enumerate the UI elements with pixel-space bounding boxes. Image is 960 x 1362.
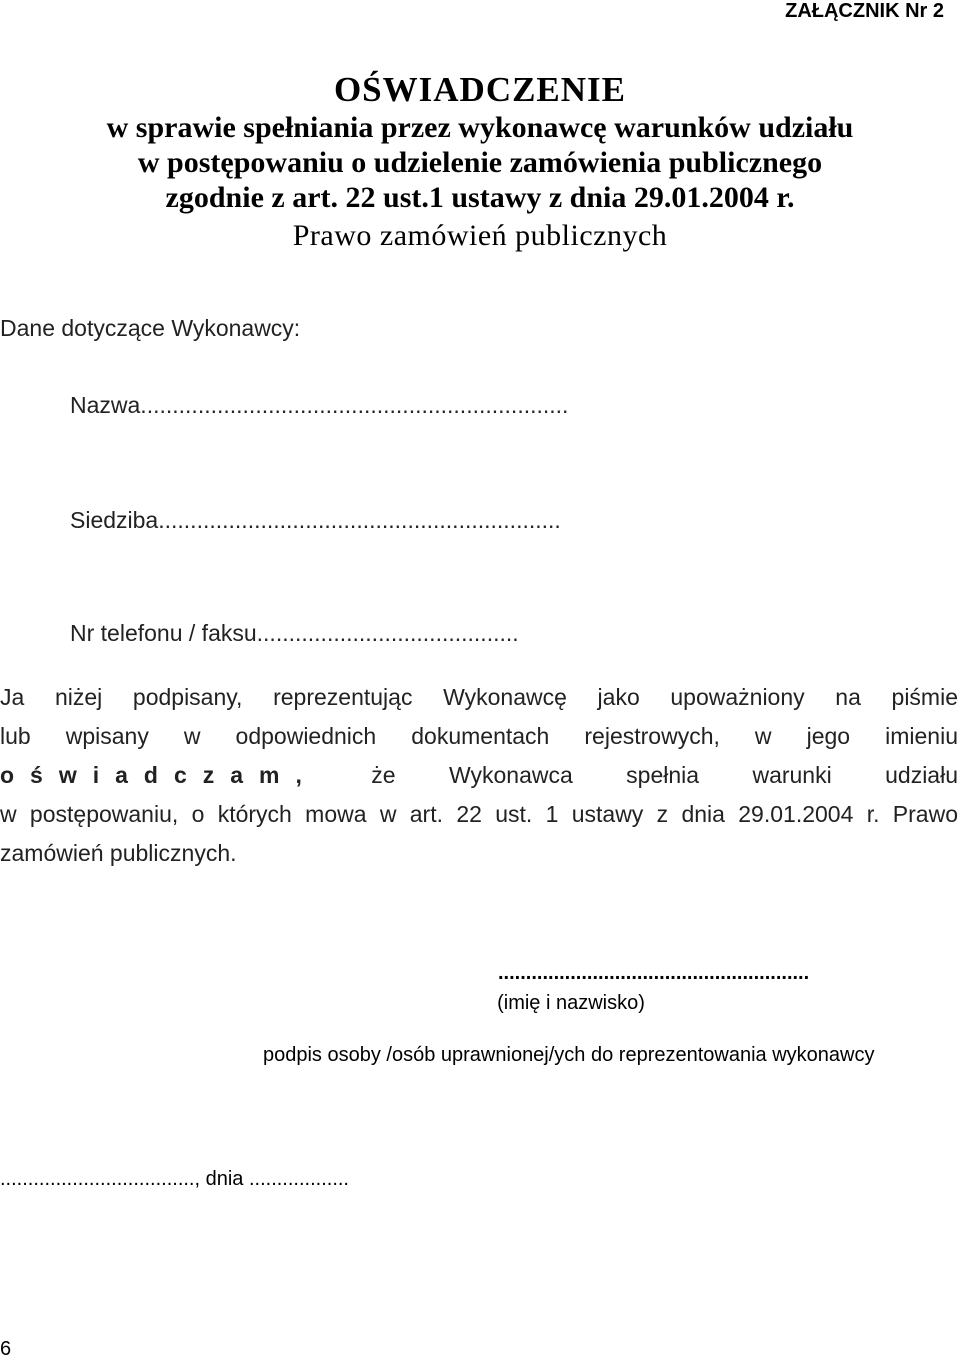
signature-name-caption: (imię i nazwisko) [497, 992, 645, 1014]
title-line-2: w postępowaniu o udzielenie zamówienia publicznego [137, 146, 823, 179]
contractor-data-header: Dane dotyczące Wykonawcy: [0, 315, 301, 341]
annex-label: ZAŁĄCZNIK Nr 2 [785, 0, 944, 22]
declaration-emphasis: oświadczam, [0, 762, 318, 788]
declaration-paragraph [0, 678, 958, 873]
declaration-line-5: zamówień publicznych. [0, 840, 237, 866]
contractor-phone-field: Nr telefonu / faksu......................................... [70, 620, 519, 646]
declaration-line-1: Ja niżej podpisany, reprezentując Wykonawcę jako upoważniony na piśmie [0, 684, 958, 710]
declaration-line-2: lub wpisany w odpowiednich dokumentach rejestrowych, w jego imieniu [0, 723, 958, 749]
title-line-4: Prawo zamówień publicznych [292, 219, 668, 252]
declaration-line-3-rest: że Wykonawca spełnia warunki udziału [371, 762, 958, 788]
signature-dots: ........................................................ [498, 962, 810, 984]
title-line-1: w sprawie spełniania przez wykonawcę warunków udziału [106, 111, 854, 144]
declaration-line-4: w postępowaniu, o których mowa w art. 22 ust. 1 ustawy z dnia 29.01.2004 r. Prawo [0, 801, 958, 827]
title-line-3: zgodnie z art. 22 ust.1 ustawy z dnia 29.01.2004 r. [165, 181, 795, 214]
document-title: OŚWIADCZENIE [333, 70, 627, 109]
contractor-name-field: Nazwa................................................................... [70, 392, 569, 418]
place-date-line: ..................................., dnia .................. [0, 1168, 349, 1190]
declaration-line-3 [0, 756, 958, 795]
contractor-seat-field: Siedziba............................................................... [70, 507, 561, 533]
page-number: 6 [0, 1338, 12, 1360]
signature-role-caption: podpis osoby /osób uprawnionej/ych do reprezentowania wykonawcy [263, 1044, 875, 1066]
